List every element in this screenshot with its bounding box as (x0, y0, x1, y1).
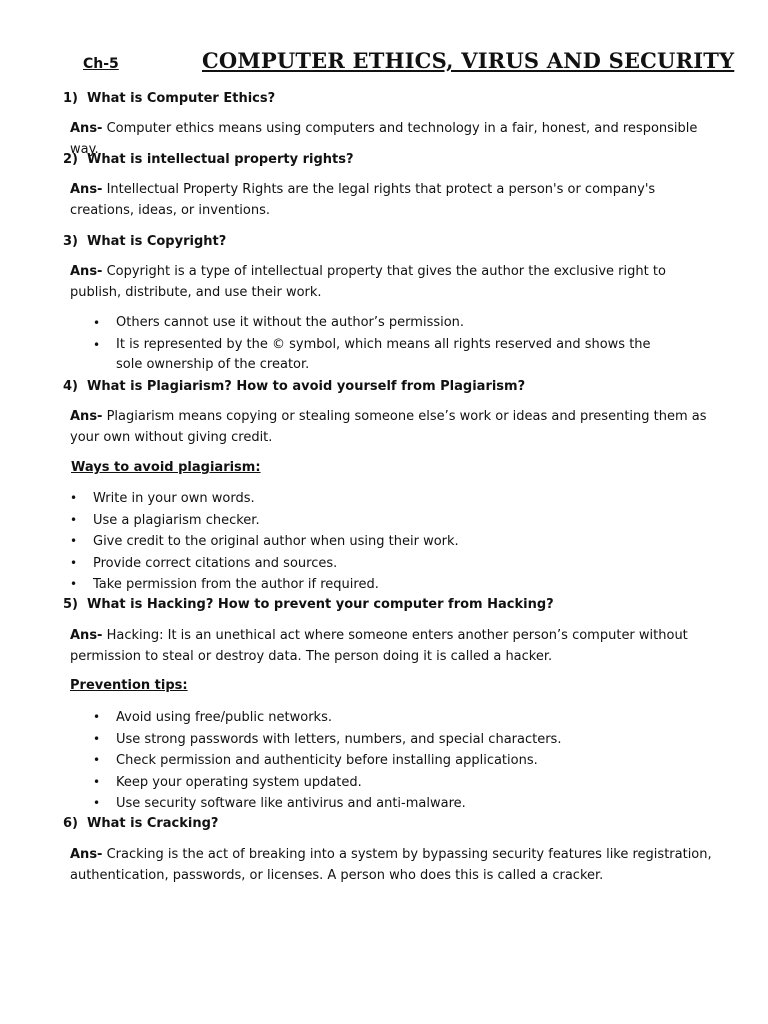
question-2 (63, 152, 354, 167)
question-number: 3) (63, 234, 78, 249)
list-item: • Use strong passwords with letters, numbers, and special characters. (116, 729, 716, 751)
hacking-prevention-list (93, 707, 716, 815)
bullet-icon: • (93, 796, 101, 810)
answer-4 (70, 407, 720, 448)
bullet-icon: • (93, 710, 101, 724)
answer-6 (70, 845, 720, 886)
bullet-icon: • (70, 512, 78, 527)
bullet-icon: • (70, 555, 78, 570)
copyright-bullet-list (93, 313, 676, 377)
list-item: • Provide correct citations and sources. (93, 553, 693, 575)
answer-5 (70, 626, 720, 667)
question-text: What is Plagiarism? How to avoid yourself from Plagiarism? (87, 379, 526, 394)
bullet-icon: • (93, 316, 101, 330)
bullet-icon: • (93, 337, 101, 352)
list-item: • Check permission and authenticity before installing applications. (116, 750, 716, 772)
answer-2 (70, 180, 720, 221)
list-item: • Keep your operating system updated. (116, 772, 716, 794)
bullet-icon: • (70, 534, 78, 548)
question-5 (63, 597, 554, 612)
list-item: • Give credit to the original author when using their work. (93, 531, 693, 553)
question-text: What is Copyright? (87, 234, 227, 249)
question-text: What is Computer Ethics? (87, 91, 276, 106)
question-number: 1) (63, 91, 78, 106)
question-1 (63, 91, 275, 106)
list-item: • Others cannot use it without the author’s permission. (116, 313, 676, 334)
answer-label: Ans- (70, 409, 103, 424)
question-4 (63, 379, 525, 394)
ways-to-avoid-heading: Ways to avoid plagiarism: (71, 460, 261, 475)
list-item: • Write in your own words. (93, 488, 693, 510)
list-item: • Take permission from the author if required. (93, 574, 693, 596)
bullet-icon: • (93, 774, 101, 789)
answer-label: Ans- (70, 182, 103, 197)
answer-text: Copyright is a type of intellectual property that gives the author the exclusive right to publish, distribute, and use their work. (70, 264, 666, 300)
plagiarism-bullet-list (70, 488, 693, 596)
bullet-icon: • (93, 753, 101, 767)
question-3 (63, 234, 226, 249)
document-title: COMPUTER ETHICS, VIRUS AND SECURITY (202, 48, 735, 73)
answer-text: Hacking: It is an unethical act where someone enters another person’s computer without permission to steal or destroy data. The person doing it is called a hacker. (70, 628, 688, 664)
prevention-tips-heading: Prevention tips: (70, 678, 188, 693)
question-number: 4) (63, 379, 78, 394)
question-number: 5) (63, 597, 78, 612)
chapter-label: Ch-5 (83, 56, 119, 72)
question-text: What is Hacking? How to prevent your computer from Hacking? (87, 597, 554, 612)
question-text: What is Cracking? (87, 816, 219, 831)
question-text: What is intellectual property rights? (87, 152, 354, 167)
list-item: • Avoid using free/public networks. (116, 707, 716, 729)
answer-label: Ans- (70, 847, 103, 862)
answer-3 (70, 262, 720, 303)
answer-text: Computer ethics means using computers and technology in a fair, honest, and responsible way. (70, 121, 698, 157)
answer-label: Ans- (70, 628, 103, 643)
bullet-icon: • (70, 577, 78, 591)
list-item: • Use a plagiarism checker. (93, 510, 693, 532)
answer-text: Intellectual Property Rights are the legal rights that protect a person's or company's creations, ideas, or inventions. (70, 182, 656, 218)
bullet-icon: • (70, 491, 78, 505)
bullet-icon: • (93, 731, 101, 746)
answer-text: Plagiarism means copying or stealing someone else’s work or ideas and presenting them as your own without giving credit. (70, 409, 707, 445)
answer-label: Ans- (70, 264, 103, 279)
question-number: 6) (63, 816, 78, 831)
answer-label: Ans- (70, 121, 103, 136)
answer-text: Cracking is the act of breaking into a system by bypassing security features like registration, authentication, passwords, or licenses. A person who does this is called a cracker. (70, 847, 712, 883)
list-item: • Use security software like antivirus and anti-malware. (116, 793, 716, 815)
list-item: • It is represented by the © symbol, which means all rights reserved and shows the sole ownership of the creator. (93, 336, 651, 372)
question-6 (63, 816, 218, 831)
question-number: 2) (63, 152, 78, 167)
